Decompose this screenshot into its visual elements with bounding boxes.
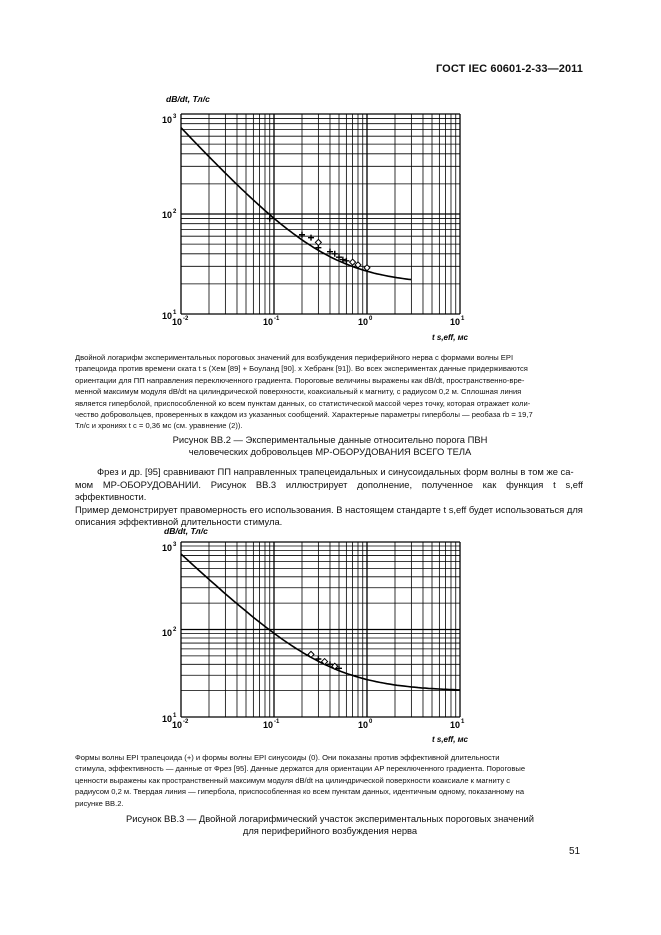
y-tick-3: 10 <box>162 311 173 321</box>
x-tick-1-exp: -2 <box>183 719 189 725</box>
y-tick-1: 10 <box>162 543 173 553</box>
y-tick-2: 10 <box>162 210 173 220</box>
x-tick-3: 10 <box>358 317 369 327</box>
y-tick-2: 10 <box>162 628 173 638</box>
caption-line: трапецоида против времени ската t s (Хем [89] + Боуланд [90]. х Хебранк [91]). Во всех экспериментах данные придерживаются <box>75 364 528 374</box>
x-tick-3-exp: 0 <box>369 316 373 322</box>
x-tick-4: 10 <box>450 317 461 327</box>
x-tick-1-exp: -2 <box>183 316 189 322</box>
hyperbola-curve <box>181 554 460 690</box>
y-tick-2-exp: 2 <box>173 627 177 633</box>
page-number: 51 <box>569 846 581 857</box>
caption-line: рисунке ВВ.2. <box>75 798 124 808</box>
chart-grid <box>181 114 460 314</box>
paragraph-line: Фрез и др. [95] сравнивают ПП направленных трапецеидальных и синусоидальных форм волны в том же са- <box>97 466 574 477</box>
hyperbola-curve <box>181 128 411 280</box>
y-tick-2-exp: 2 <box>173 209 177 215</box>
x-tick-4: 10 <box>450 720 461 730</box>
x-tick-2-exp: -1 <box>274 719 280 725</box>
x-tick-2-exp: -1 <box>274 316 280 322</box>
caption-line: Формы волны EPI трапецоида (+) и формы волны EPI синусоиды (0). Они показаны против эффективной длительности <box>75 753 500 762</box>
y-tick-3: 10 <box>162 714 173 724</box>
caption-line: менной максимум модуля dB/dt на цилиндрической поверхности, коаксиальный к магниту, с радиусом 0,2 м. Сплошная линия <box>75 387 522 397</box>
chart-grid <box>181 542 460 717</box>
y-axis-label: dB/dt, Тл/с <box>166 94 210 104</box>
caption-line: является гиперболой, приспособленной ко всем пунктам данных, со статистической массой через точку, которая отражает коли- <box>75 398 531 408</box>
x-axis-label: t s,eff, мс <box>432 735 469 744</box>
figure-bb3-chart <box>150 524 470 749</box>
figure-bb2-chart <box>150 92 470 347</box>
caption-line: ценности выражены как пространственный максимум модуля dB/dt на цилиндрической поверхности коаксиале к магниту с <box>75 775 511 785</box>
chart-curve <box>181 128 411 280</box>
x-axis-label: t s,eff, мс <box>432 333 469 342</box>
y-axis-label: dB/dt, Тл/с <box>164 526 208 536</box>
chart-curve <box>181 554 460 690</box>
chart-points <box>308 651 342 671</box>
standard-header: ГОСТ IEC 60601-2-33—2011 <box>435 63 583 75</box>
y-tick-3-exp: 1 <box>173 310 177 316</box>
caption-line: ориентации для ПП направления переключенного градиента. Пороговые величины выражены как dB/dt, пространственно-вре- <box>75 375 525 385</box>
figure-bb2-caption <box>75 352 583 432</box>
y-tick-1: 10 <box>162 115 173 125</box>
figure-bb2-title <box>60 434 600 458</box>
figure-bb3-title <box>60 813 600 837</box>
title-line: для периферийного возбуждения нерва <box>242 825 418 836</box>
caption-line: чество добровольцев, проверенных в каждом из указанных сообщений. Характерные параметры гиперболы — реобаза rb = 19,7 <box>75 410 533 420</box>
y-tick-1-exp: 3 <box>173 542 177 548</box>
y-tick-3-exp: 1 <box>173 713 177 719</box>
x-tick-4-exp: 1 <box>461 316 465 322</box>
data-point-cross <box>299 232 305 238</box>
caption-line: Двойной логарифм экспериментальных пороговых значений для возбуждения периферийного нерва с формами волны EPI <box>75 353 514 362</box>
x-tick-1: 10 <box>172 720 183 730</box>
caption-line: Тл/с и хрониях t c = 0,36 мс (см. уравнение (2)). <box>75 421 243 431</box>
x-tick-2: 10 <box>263 720 274 730</box>
y-tick-1-exp: 3 <box>173 114 177 120</box>
paragraph-line: описания эффективной длительности стимула. <box>75 516 283 528</box>
data-point-cross <box>308 235 314 241</box>
title-line: человеческих добровольцев МР-ОБОРУДОВАНИЯ ВСЕГО ТЕЛА <box>188 446 472 457</box>
x-tick-4-exp: 1 <box>461 719 465 725</box>
x-tick-2: 10 <box>263 317 274 327</box>
paragraph-line: Пример демонстрирует правомерность его использования. В настоящем стандарте t s,eff будет использоваться для <box>75 503 583 515</box>
paragraph-line: мом МР-ОБОРУДОВАНИИ. Рисунок ВВ.3 иллюстрирует дополнение, полученное как функция t s,eff эффективности. <box>75 478 583 503</box>
caption-line: радиусом 0,2 м. Твердая линия — гипербола, приспособленная ко всем пунктам данных, идентичным одному, показанному на <box>75 787 525 797</box>
figure-bb3-caption <box>75 752 583 809</box>
title-line: Рисунок ВВ.2 — Экспериментальные данные относительно порога ПВН <box>172 434 488 445</box>
x-tick-3-exp: 0 <box>369 719 373 725</box>
body-paragraph <box>75 466 583 529</box>
title-line: Рисунок ВВ.3 — Двойной логарифмический участок экспериментальных пороговых значений <box>126 813 534 824</box>
data-point-diamond <box>350 259 356 265</box>
caption-line: стимула, эффективность — данные от Фрез [95]. Данные держатся для ориентации AP переключенного градиента. Пороговые <box>75 764 526 774</box>
x-tick-3: 10 <box>358 720 369 730</box>
x-tick-1: 10 <box>172 317 183 327</box>
